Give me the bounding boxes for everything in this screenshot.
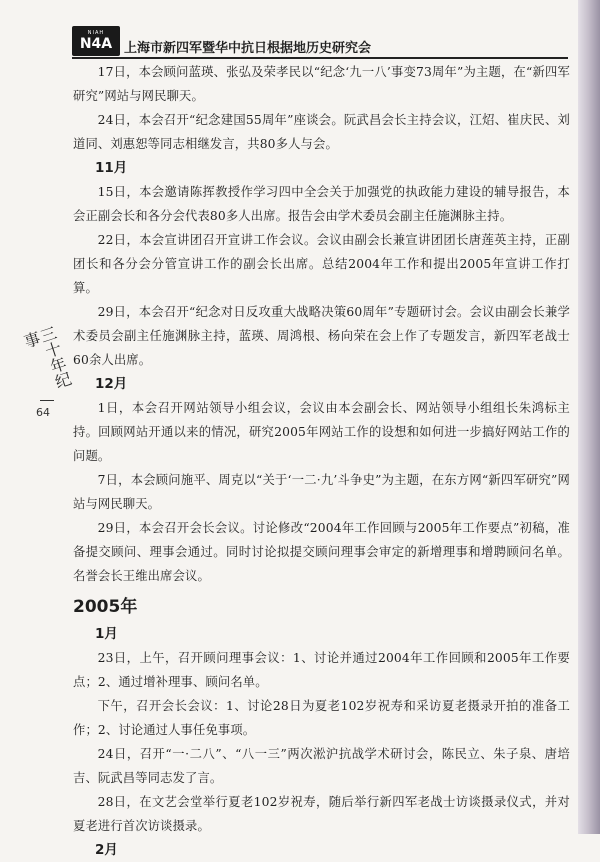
paragraph: 24日，召开“一·二八”、“八一三”两次淞沪抗战学术研讨会，陈民立、朱子泉、唐培吉、阮武昌等同志发了言。 bbox=[73, 747, 570, 785]
page-header bbox=[72, 16, 371, 56]
page-edge-shadow bbox=[578, 0, 600, 834]
paragraph: 15日，本会邀请陈挥教授作学习四中全会关于加强党的执政能力建设的辅导报告，本会正副会长和各分会代表80多人出席。报告会由学术委员会副主任施渊脉主持。 bbox=[73, 185, 570, 223]
paragraph: 23日，上午，召开顾问理事会议：1、讨论并通过2004年工作回顾和2005年工作要点；2、通过增补理事、顾问名单。 bbox=[73, 651, 570, 689]
paragraph: 29日，本会召开会长会议。讨论修改“2004年工作回顾与2005年工作要点”初稿，准备提交顾问、理事会通过。同时讨论拟提交顾问理事会审定的新增理事和增聘顾问名单。名誉会长王维出席会议。 bbox=[73, 521, 570, 583]
paragraph: 17日，本会顾问蓝瑛、张弘及荣孝民以“纪念‘九一八’事变73周年”为主题，在“新四军研究”网站与网民聊天。 bbox=[73, 65, 570, 103]
n4a-logo bbox=[72, 26, 120, 56]
paragraph: 28日，在文艺会堂举行夏老102岁祝寿，随后举行新四军老战士访谈摄录仪式，并对夏老进行首次访谈摄录。 bbox=[73, 795, 570, 833]
page-number-rule bbox=[40, 400, 54, 401]
paragraph: 22日，本会宣讲团召开宣讲工作会议。会议由副会长兼宣讲团团长唐莲英主持，正副团长和各分会分管宣讲工作的副会长出席。总结2004年工作和提出2005年宣讲工作打算。 bbox=[73, 233, 570, 295]
margin-calligraphy: 三十年纪事 bbox=[19, 324, 74, 391]
page-number: 64 bbox=[36, 406, 50, 419]
logo-small-text: NIAH bbox=[87, 30, 105, 36]
paragraph: 7日，本会顾问施平、周克以“关于‘一二·九’斗争史”为主题，在东方网“新四军研究”网站与网民聊天。 bbox=[73, 473, 570, 511]
month-heading: 12月 bbox=[95, 376, 128, 392]
paragraph: 下午，召开会长会议：1、讨论28日为夏老102岁祝寿和采访夏老摄录开拍的准备工作；2、讨论通过人事任免事项。 bbox=[73, 699, 570, 737]
paragraph: 24日，本会召开“纪念建国55周年”座谈会。阮武昌会长主持会议，江炤、崔庆民、刘道同、刘惠恕等同志相继发言，共80多人与会。 bbox=[73, 113, 570, 151]
organization-name: 上海市新四军暨华中抗日根据地历史研究会 bbox=[124, 41, 372, 56]
year-heading: 2005年 bbox=[73, 597, 138, 617]
month-heading: 11月 bbox=[95, 160, 128, 176]
month-heading: 1月 bbox=[95, 626, 118, 642]
paragraph: 29日，本会召开“纪念对日反攻重大战略决策60周年”专题研讨会。会议由副会长兼学术委员会副主任施渊脉主持，蓝瑛、周鸿根、杨向荣在会上作了专题发言，新四军老战士60余人出席。 bbox=[73, 305, 570, 367]
header-rule bbox=[72, 57, 568, 59]
month-heading: 2月 bbox=[95, 842, 118, 858]
document-body bbox=[73, 60, 570, 862]
paragraph: 1日，本会召开网站领导小组会议，会议由本会副会长、网站领导小组组长朱鸿标主持。回顾网站开通以来的情况，研究2005年网站工作的设想和如何进一步搞好网站工作的问题。 bbox=[73, 401, 570, 463]
logo-main-text: N4A bbox=[79, 36, 113, 52]
